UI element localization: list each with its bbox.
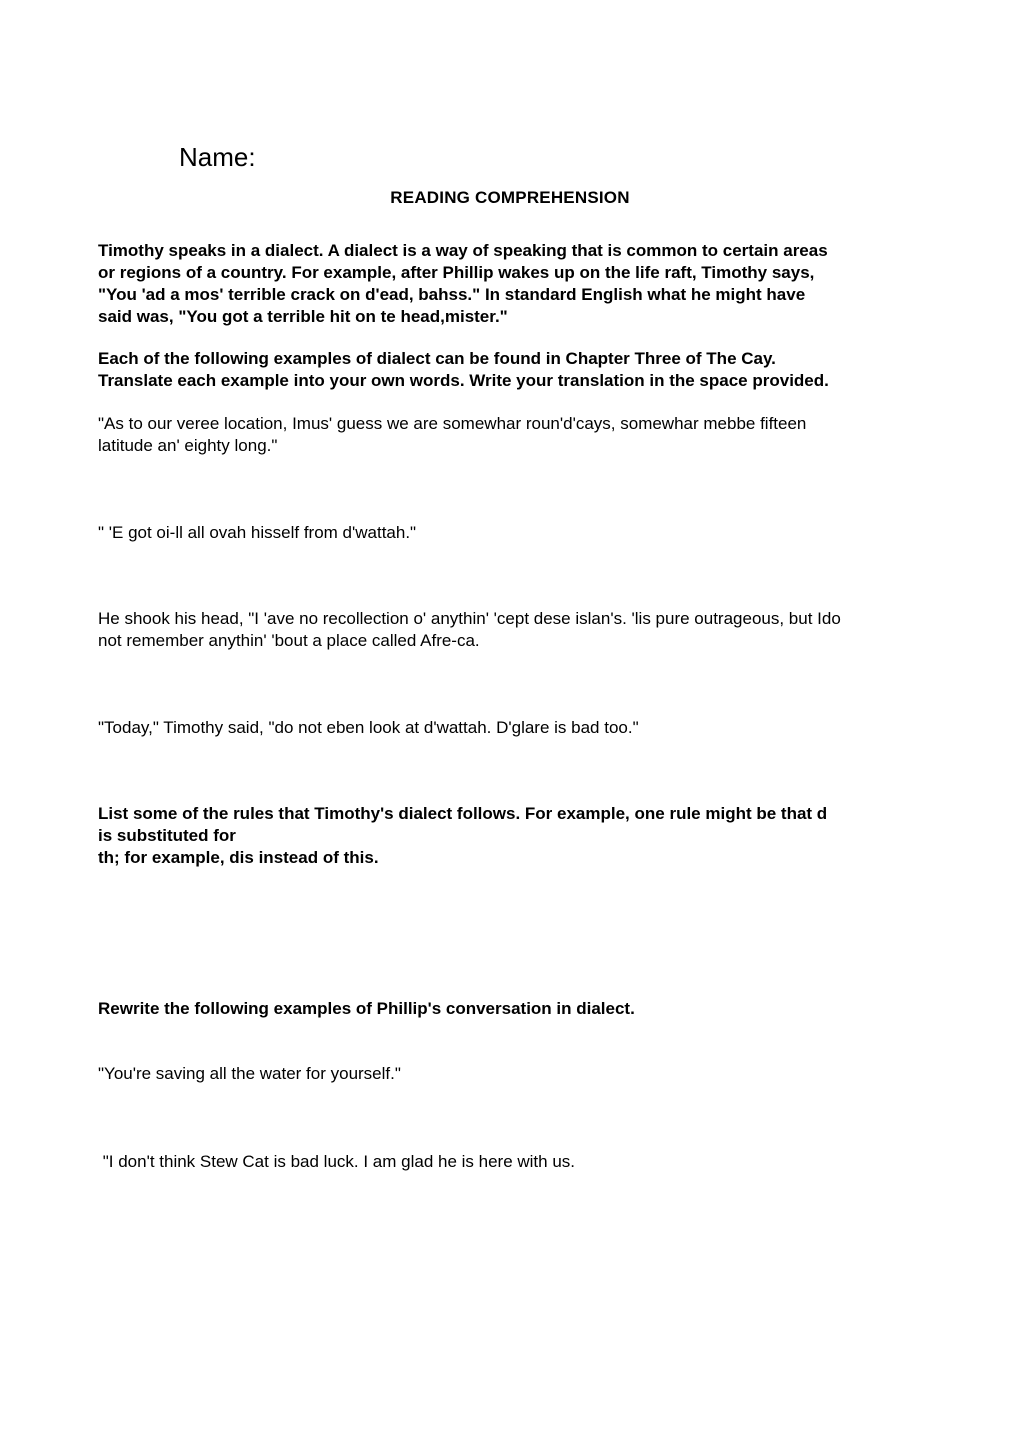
phillip-line: "You're saving all the water for yourself." [98, 1064, 401, 1083]
intro-line: said was, "You got a terrible hit on te head,mister." [98, 307, 508, 326]
page-title: READING COMPREHENSION [390, 188, 630, 207]
intro-line: Timothy speaks in a dialect. A dialect is a way of speaking that is common to certain areas [98, 241, 828, 260]
rules-prompt [98, 803, 928, 869]
rewrite-prompt [98, 998, 928, 1020]
rules-line: th; for example, dis instead of this. [98, 848, 379, 867]
example-line: "Today," Timothy said, "do not eben look at d'wattah. D'glare is bad too." [98, 718, 639, 737]
intro-line: or regions of a country. For example, after Phillip wakes up on the life raft, Timothy says, [98, 263, 815, 282]
instruction-line: Translate each example into your own words. Write your translation in the space provided. [98, 371, 829, 390]
example-line: not remember anythin' 'bout a place called Afre-ca. [98, 631, 480, 650]
instruction-line: Each of the following examples of dialect can be found in Chapter Three of The Cay. [98, 349, 776, 368]
rules-line: is substituted for [98, 826, 236, 845]
name-label: Name: [179, 142, 256, 172]
intro-paragraph [98, 240, 928, 328]
example-line: latitude an' eighty long." [98, 436, 278, 455]
dialect-example-3 [98, 608, 928, 652]
dialect-example-4 [98, 717, 928, 739]
phillip-example-1 [98, 1063, 928, 1085]
dialect-example-2 [98, 522, 928, 544]
intro-line: "You 'ad a mos' terrible crack on d'ead, bahss." In standard English what he might have [98, 285, 806, 304]
example-line: He shook his head, "I 'ave no recollection o' anythin' 'cept dese islan's. 'lis pure outrageous, but Ido [98, 609, 841, 628]
dialect-example-1 [98, 413, 928, 457]
rules-line: List some of the rules that Timothy's dialect follows. For example, one rule might be that d [98, 804, 828, 823]
rewrite-line: Rewrite the following examples of Phillip's conversation in dialect. [98, 999, 635, 1018]
phillip-line: "I don't think Stew Cat is bad luck. I am glad he is here with us. [98, 1152, 576, 1171]
example-line: "As to our veree location, Imus' guess we are somewhar roun'd'cays, somewhar mebbe fifteen [98, 414, 807, 433]
translate-instructions [98, 348, 928, 392]
phillip-example-2 [98, 1151, 928, 1173]
example-line: " 'E got oi-ll all ovah hisself from d'wattah." [98, 523, 417, 542]
